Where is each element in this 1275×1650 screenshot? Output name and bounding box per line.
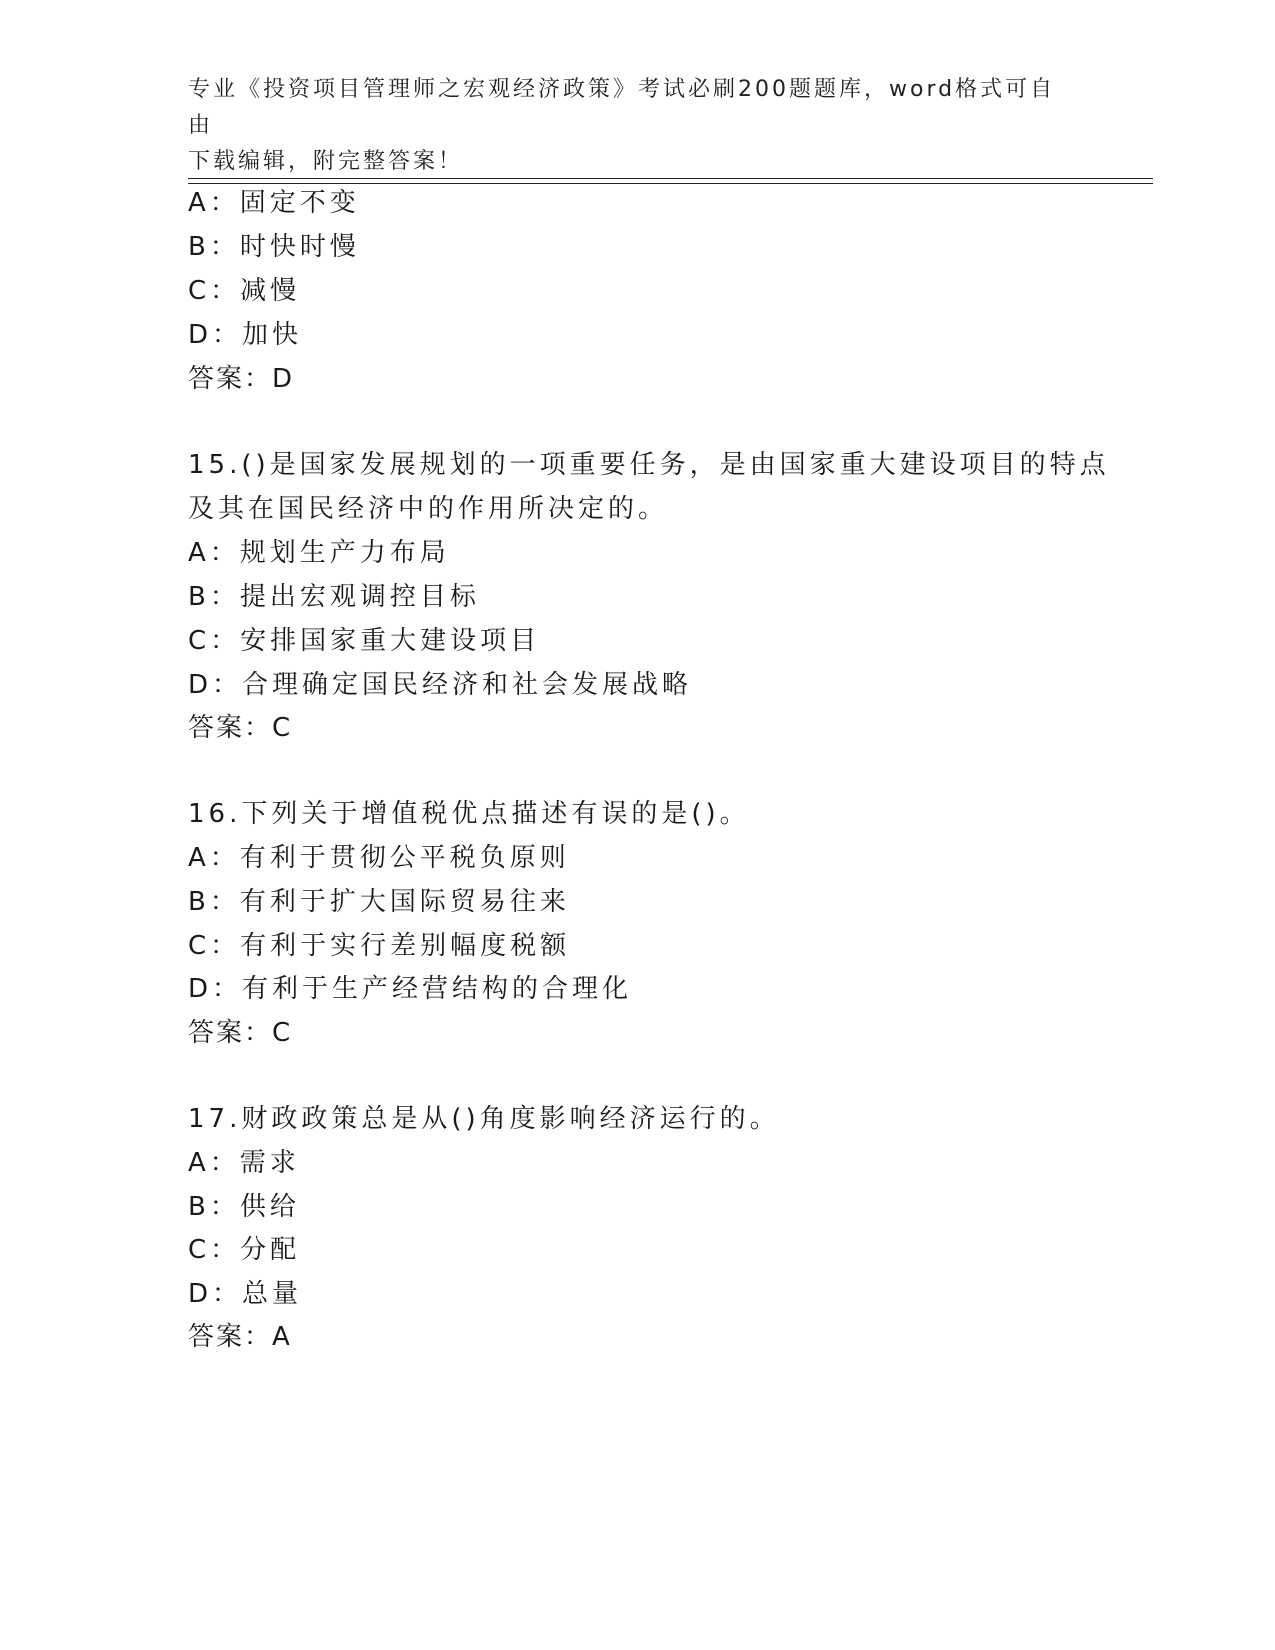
q14-option-d: D：加快 bbox=[188, 320, 303, 350]
q15-stem-line-1: 15.()是国家发展规划的一项重要任务，是由国家重大建设项目的特点 bbox=[188, 450, 1110, 480]
header-line-1: 专业《投资项目管理师之宏观经济政策》考试必刷200题题库，word格式可自由 bbox=[188, 77, 1056, 138]
q17-stem: 17.财政政策总是从()角度影响经济运行的。 bbox=[188, 1104, 780, 1134]
q17-option-b: B：供给 bbox=[188, 1192, 300, 1222]
q15-answer: 答案：C bbox=[188, 713, 293, 743]
q16-answer: 答案：C bbox=[188, 1018, 293, 1048]
q14-option-c: C：减慢 bbox=[188, 276, 301, 306]
q14-option-b: B：时快时慢 bbox=[188, 232, 360, 262]
q17-option-c: C：分配 bbox=[188, 1235, 301, 1265]
q16-stem: 16.下列关于增值税优点描述有误的是()。 bbox=[188, 799, 750, 829]
q15-option-c: C：安排国家重大建设项目 bbox=[188, 626, 541, 656]
q16-option-d: D：有利于生产经营结构的合理化 bbox=[188, 974, 633, 1004]
q16-option-a: A：有利于贯彻公平税负原则 bbox=[188, 843, 570, 873]
q17-answer: 答案：A bbox=[188, 1322, 292, 1352]
document-header bbox=[188, 72, 1068, 180]
q14-answer: 答案：D bbox=[188, 364, 295, 394]
header-rule-top bbox=[188, 178, 1153, 179]
q16-option-c: C：有利于实行差别幅度税额 bbox=[188, 931, 571, 961]
q15-stem-line-2: 及其在国民经济中的作用所决定的。 bbox=[188, 494, 669, 524]
q15-option-a: A：规划生产力布局 bbox=[188, 538, 450, 568]
q17-option-a: A：需求 bbox=[188, 1148, 300, 1178]
q16-option-b: B：有利于扩大国际贸易往来 bbox=[188, 887, 570, 917]
q17-option-d: D：总量 bbox=[188, 1279, 303, 1309]
q15-option-d: D：合理确定国民经济和社会发展战略 bbox=[188, 670, 693, 700]
q14-option-a: A：固定不变 bbox=[188, 188, 360, 218]
q15-option-b: B：提出宏观调控目标 bbox=[188, 582, 480, 612]
header-rule-bottom bbox=[188, 183, 1153, 184]
header-line-2: 下载编辑，附完整答案！ bbox=[188, 149, 464, 174]
